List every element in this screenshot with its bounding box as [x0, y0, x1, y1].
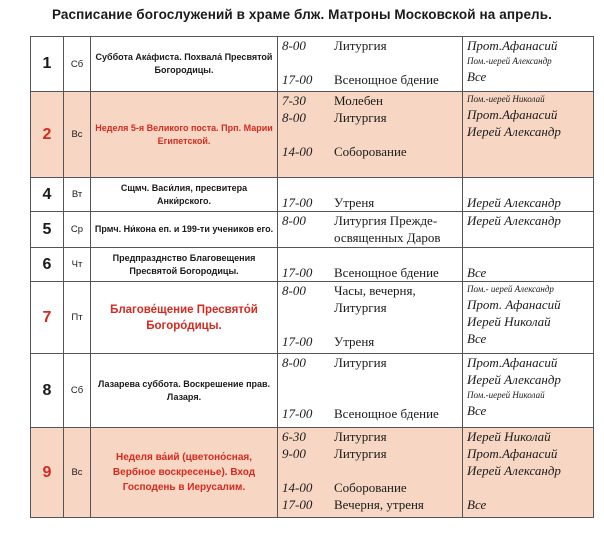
feast-name: Неделя ва́ий (цветоно́сная, Вербное воскресенье). Вход Господень в Иерусалим.: [91, 428, 278, 518]
weekday: Сб: [64, 37, 91, 92]
service-name: Литургия: [334, 429, 387, 444]
day-number: 9: [42, 463, 52, 481]
clergy-cell: [463, 282, 594, 354]
service-time: 7-30: [282, 93, 306, 108]
weekday: Сб: [64, 354, 91, 428]
clergy-name: Иерей Александр: [467, 372, 561, 387]
clergy-name: Все: [467, 497, 487, 512]
feast-name: Благове́щение Пресвято́й Богоро́дицы.: [91, 282, 278, 354]
service-time: 6-30: [282, 429, 306, 444]
clergy-name: Прот.Афанасий: [467, 446, 558, 461]
clergy-cell: [463, 212, 594, 248]
service-time: 14-00: [282, 144, 313, 159]
page-title: Расписание богослужений в храме блж. Матроны Московской на апрель.: [52, 7, 552, 22]
clergy-cell: [463, 428, 594, 518]
service-name: Соборование: [334, 480, 407, 495]
weekday: Вс: [64, 92, 91, 178]
service-time: 8-00: [282, 355, 306, 370]
service-name: Часы, вечерня,: [334, 283, 416, 298]
clergy-name: Пом.-иерей Александр: [467, 56, 552, 66]
table-row: [31, 178, 594, 212]
clergy-name: Все: [467, 265, 487, 280]
service-name: Молебен: [334, 93, 383, 108]
clergy-name: Все: [467, 403, 487, 418]
service-name: Литургия: [334, 38, 387, 53]
clergy-cell: [463, 354, 594, 428]
clergy-name: Все: [467, 69, 487, 84]
services-cell: [278, 282, 463, 354]
service-time: 8-00: [282, 283, 306, 298]
clergy-name: Все: [467, 331, 487, 346]
weekday: Пт: [64, 282, 91, 354]
day-number: 5: [42, 220, 52, 238]
table-row: [31, 212, 594, 248]
clergy-name: Прот.Афанасий: [467, 38, 558, 53]
table-row: [31, 428, 594, 518]
service-name: Литургия: [334, 355, 387, 370]
clergy-name: Прот.Афанасий: [467, 107, 558, 122]
day-number: 2: [42, 125, 52, 143]
clergy-name: Прот.Афанасий: [467, 355, 558, 370]
service-time: 8-00: [282, 213, 306, 228]
clergy-cell: [463, 92, 594, 178]
service-time: 17-00: [282, 497, 313, 512]
service-time: 17-00: [282, 195, 313, 210]
clergy-name: Иерей Александр: [467, 213, 561, 228]
clergy-name: Иерей Александр: [467, 463, 561, 478]
service-name: Литургия: [334, 446, 387, 461]
service-time: 9-00: [282, 446, 306, 461]
schedule-table: [30, 36, 594, 518]
weekday: Вт: [64, 178, 91, 212]
table-row: [31, 37, 594, 92]
clergy-name: Пом.-иерей Николай: [467, 390, 545, 400]
feast-name: Прмч. Ни́кона еп. и 199-ти учеников его.: [91, 212, 278, 248]
clergy-cell: [463, 248, 594, 282]
clergy-name: Прот. Афанасий: [467, 297, 561, 312]
service-time: 17-00: [282, 265, 313, 280]
clergy-cell: [463, 37, 594, 92]
services-cell: [278, 92, 463, 178]
feast-name: Неделя 5-я Великого поста. Прп. Марии Египетской.: [91, 92, 278, 178]
service-time: 17-00: [282, 72, 313, 87]
weekday: Вс: [64, 428, 91, 518]
day-number: 8: [42, 381, 52, 399]
table-row: [31, 354, 594, 428]
service-name: Соборование: [334, 144, 407, 159]
day-number: 7: [42, 308, 52, 326]
weekday: Ср: [64, 212, 91, 248]
clergy-name: Иерей Александр: [467, 195, 561, 210]
table-row: [31, 92, 594, 178]
services-cell: [278, 354, 463, 428]
service-time: 17-00: [282, 406, 313, 421]
clergy-name: Иерей Александр: [467, 124, 561, 139]
feast-name: Суббота Ака́фиста. Похвала́ Пресвятой Богородицы.: [91, 37, 278, 92]
service-name: Всенощное бдение: [334, 406, 439, 421]
services-cell: [278, 37, 463, 92]
service-name: Вечерня, утреня: [334, 497, 424, 512]
service-time: 17-00: [282, 334, 313, 349]
service-name: Всенощное бдение: [334, 265, 439, 280]
services-cell: [278, 178, 463, 212]
weekday: Чт: [64, 248, 91, 282]
day-number: 4: [42, 185, 52, 203]
services-cell: [278, 248, 463, 282]
clergy-name: Пом.- иерей Александр: [467, 284, 554, 294]
service-name: Литургия: [334, 300, 387, 315]
service-time: 8-00: [282, 110, 306, 125]
table-row: [31, 282, 594, 354]
service-name: освященных Даров: [334, 230, 441, 245]
feast-name: Сщмч. Васи́лия, пресвитера Анки́рского.: [91, 178, 278, 212]
services-cell: [278, 212, 463, 248]
clergy-name: Пом.-иерей Николай: [467, 94, 545, 104]
table-row: [31, 248, 594, 282]
service-name: Литургия Преждe-: [334, 213, 438, 228]
services-cell: [278, 428, 463, 518]
clergy-name: Иерей Николай: [467, 314, 551, 329]
feast-name: Предпразднство Благовещения Пресвятой Богородицы.: [91, 248, 278, 282]
service-time: 8-00: [282, 38, 306, 53]
clergy-name: Иерей Николай: [467, 429, 551, 444]
day-number: 1: [42, 55, 52, 72]
day-number: 6: [42, 255, 52, 273]
service-name: Всенощное бдение: [334, 72, 439, 87]
service-time: 14-00: [282, 480, 313, 495]
service-name: Литургия: [334, 110, 387, 125]
service-name: Утреня: [334, 334, 375, 349]
clergy-cell: [463, 178, 594, 212]
feast-name: Лазарева суббота. Воскрешение прав. Лазаря.: [91, 354, 278, 428]
service-name: Утреня: [334, 195, 375, 210]
